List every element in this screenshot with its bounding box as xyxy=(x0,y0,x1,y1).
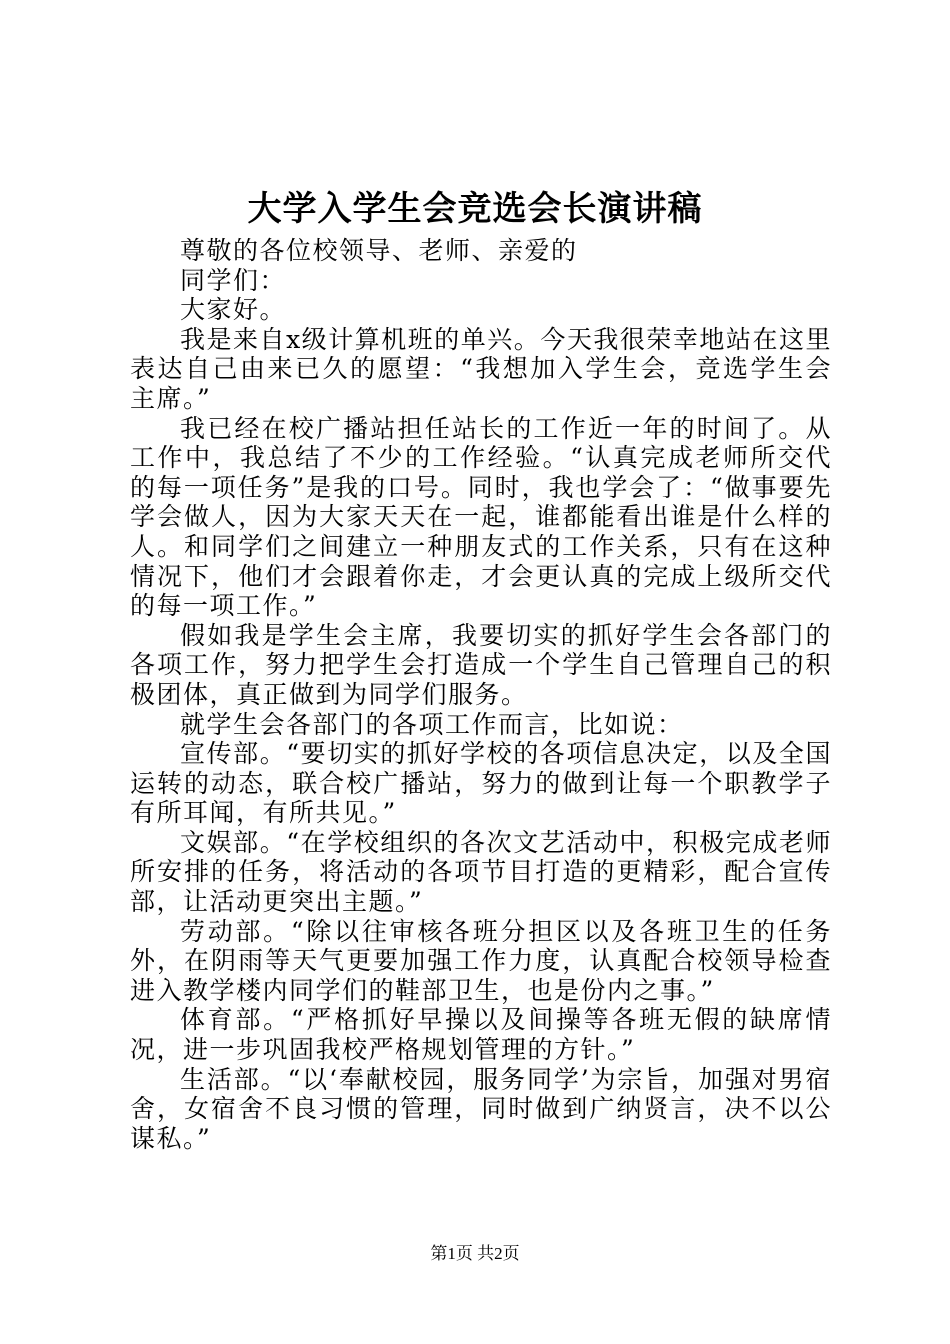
paragraph-departments-intro: 就学生会各部门的各项工作而言，比如说： xyxy=(180,709,684,739)
paragraph-introduction: 我是来自x级计算机班的单兴。今天我很荣幸地站在这里表达自己由来已久的愿望：“我想加入学生会，竞选学生会主席。” xyxy=(130,324,832,413)
document-title: 大学入学生会竞选会长演讲稿 xyxy=(247,189,703,229)
page-number-footer: 第1页 共2页 xyxy=(430,1244,520,1263)
paragraph-life-dept: 生活部。“以‘奉献校园，服务同学’为宗旨，加强对男宿舍，女宿舍不良习惯的管理，同时做到广纳贤言，决不以公谋私。” xyxy=(130,1064,832,1153)
paragraph-labor-dept: 劳动部。“除以往审核各班分担区以及各班卫生的任务外，在阴雨等天气更要加强工作力度，认真配合校领导检查进入教学楼内同学们的鞋部卫生，也是份内之事。” xyxy=(130,916,832,1005)
paragraph-experience: 我已经在校广播站担任站长的工作近一年的时间了。从工作中，我总结了不少的工作经验。“认真完成老师所交代的每一项任务”是我的口号。同时，我也学会了：“做事要先学会做人，因为大家天天在一起，谁都能看出谁是什么样的人。和同学们之间建立一种朋友式的工作关系，只有在这种情况下，他们才会跟着你走，才会更认真的完成上级所交代的每一项工作。” xyxy=(130,413,832,621)
document-body xyxy=(130,236,832,1153)
salutation-line-1: 尊敬的各位校领导、老师、亲爱的 xyxy=(180,236,578,265)
paragraph-sports-dept: 体育部。“严格抓好早操以及间操等各班无假的缺席情况，进一步巩固我校严格规划管理的方针。” xyxy=(130,1005,832,1065)
paragraph-entertainment-dept: 文娱部。“在学校组织的各次文艺活动中，积极完成老师所安排的任务，将活动的各项节目打造的更精彩，配合宣传部，让活动更突出主题。” xyxy=(130,827,832,917)
paragraph-goal: 假如我是学生会主席，我要切实的抓好学生会各部门的各项工作，努力把学生会打造成一个学生自己管理自己的积极团体，真正做到为同学们服务。 xyxy=(130,620,832,709)
salutation-line-2: 同学们： xyxy=(180,265,287,295)
paragraph-publicity-dept: 宣传部。“要切实的抓好学校的各项信息决定，以及全国运转的动态，联合校广播站，努力的做到让每一个职教学子有所耳闻，有所共见。” xyxy=(130,739,832,828)
greeting: 大家好。 xyxy=(180,295,287,325)
